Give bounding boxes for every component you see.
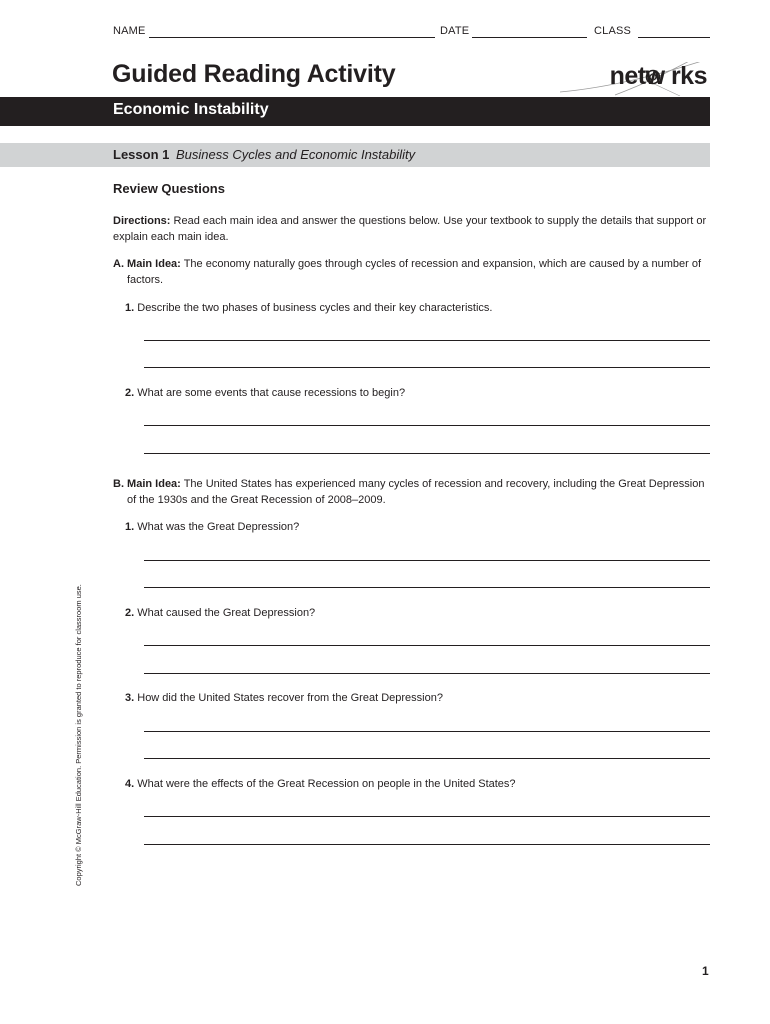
directions-text: Read each main idea and answer the questions below. Use your textbook to supply the details that support or explain each main idea.: [113, 215, 707, 243]
answer-line[interactable]: [144, 645, 710, 646]
lesson-label: Lesson 1: [113, 147, 170, 162]
answer-line[interactable]: [144, 816, 710, 817]
answer-line[interactable]: [144, 367, 710, 368]
question-b2: [125, 607, 315, 619]
main-idea-b-label: B. Main Idea:: [113, 478, 181, 490]
main-idea-a-label: A. Main Idea:: [113, 258, 181, 270]
lesson-title: Business Cycles and Economic Instability: [175, 147, 416, 162]
main-idea-b-text: The United States has experienced many cycles of recession and recovery, including the Great Depression of the 1930s and the Great Recession of 2008–2009.: [127, 478, 705, 506]
date-field[interactable]: [472, 37, 587, 38]
main-idea-b: [113, 476, 713, 508]
question-a2: [125, 387, 405, 399]
question-text: What were the effects of the Great Recession on people in the United States?: [137, 778, 516, 790]
question-number: 1.: [125, 521, 135, 533]
question-text: What are some events that cause recessions to begin?: [137, 387, 406, 399]
question-number: 1.: [125, 302, 135, 314]
directions-label: Directions:: [113, 215, 171, 227]
question-b1: [125, 521, 299, 533]
header-fields: [113, 24, 710, 40]
chapter-bar: [0, 97, 710, 126]
brand-text: netw rks: [609, 62, 707, 90]
answer-line[interactable]: [144, 673, 710, 674]
class-label: CLASS: [594, 25, 632, 37]
lesson-heading: [113, 147, 415, 162]
answer-line[interactable]: [144, 844, 710, 845]
answer-line[interactable]: [144, 560, 710, 561]
answer-line[interactable]: [144, 425, 710, 426]
question-number: 2.: [125, 387, 135, 399]
question-b4: [125, 778, 516, 790]
page-number: 1: [702, 964, 709, 978]
networks-logo: [555, 62, 715, 96]
class-field[interactable]: [638, 37, 710, 38]
directions: [113, 213, 713, 245]
chapter-title: Economic Instability: [113, 101, 269, 118]
answer-line[interactable]: [144, 731, 710, 732]
question-text: What was the Great Depression?: [137, 521, 300, 533]
lesson-bar: [0, 143, 710, 167]
name-label: NAME: [113, 25, 146, 37]
main-idea-a-text: The economy naturally goes through cycles of recession and expansion, which are caused by a number of factors.: [127, 258, 701, 286]
answer-line[interactable]: [144, 758, 710, 759]
answer-line[interactable]: [144, 453, 710, 454]
page-title: Guided Reading Activity: [112, 60, 396, 88]
answer-line[interactable]: [144, 340, 710, 341]
question-number: 4.: [125, 778, 135, 790]
answer-line[interactable]: [144, 587, 710, 588]
section-heading: Review Questions: [113, 181, 225, 196]
question-b3: [125, 692, 443, 704]
question-text: What caused the Great Depression?: [137, 607, 316, 619]
question-text: How did the United States recover from the Great Depression?: [137, 692, 443, 704]
question-number: 3.: [125, 692, 135, 704]
date-label: DATE: [440, 25, 470, 37]
main-idea-a: [113, 256, 713, 288]
question-text: Describe the two phases of business cycles and their key characteristics.: [137, 302, 493, 314]
name-field[interactable]: [149, 37, 435, 38]
question-a1: [125, 302, 492, 314]
question-number: 2.: [125, 607, 135, 619]
copyright-notice: Copyright © McGraw-Hill Education. Permission is granted to reproduce for classroom use.: [74, 584, 83, 886]
